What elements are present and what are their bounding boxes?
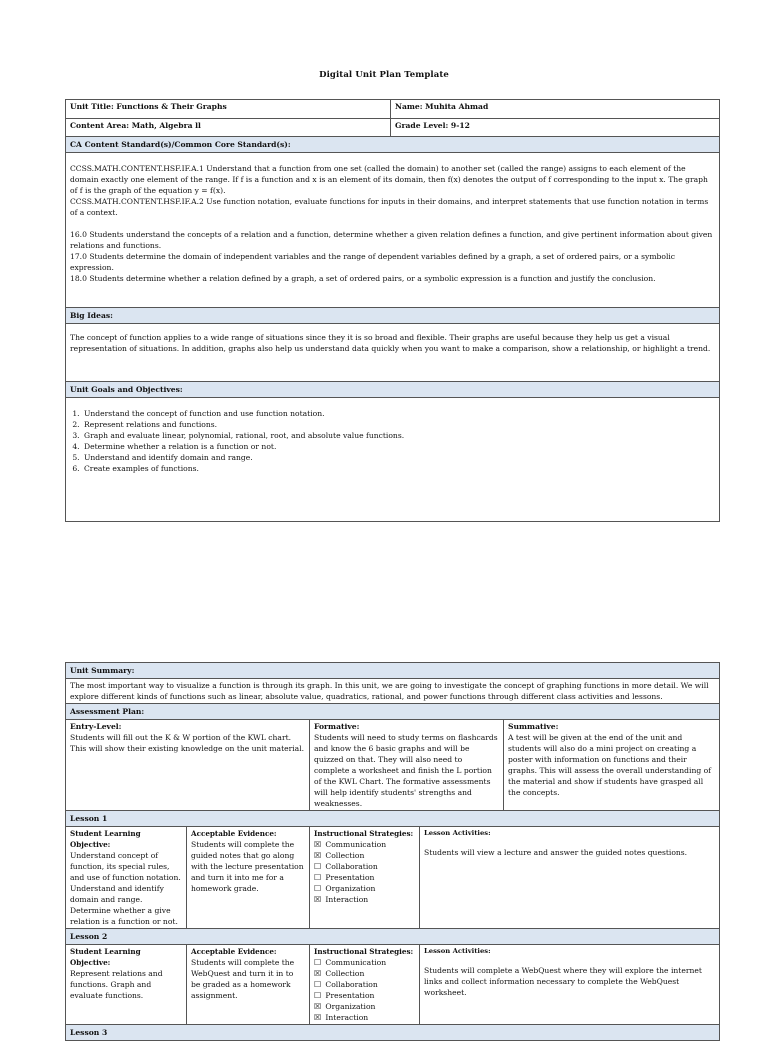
standards-body xyxy=(66,153,720,308)
strategy-label: Organization xyxy=(323,1002,376,1011)
grade-level-cell: Grade Level: 9-12 xyxy=(391,119,720,137)
strategy-option[interactable] xyxy=(314,883,415,894)
standard-17: 17.0 Students determine the domain of independent variables and the range of dependent variables defined by a graph, a set of ordered pairs, or a symbolic expression. xyxy=(70,252,676,272)
strategy-option[interactable] xyxy=(314,968,415,979)
standard-16: 16.0 Students understand the concepts of a relation and a function, determine whether a given relation defines a function, and give pertinent information about given relations and functions. xyxy=(70,230,713,250)
lesson2-activities-text: Students will complete a WebQuest where they will explore the internet links and collect information necessary to complete the WebQuest worksheet. xyxy=(424,966,702,997)
unit-title-cell: Unit Title: Functions & Their Graphs xyxy=(66,100,391,119)
strategy-option[interactable] xyxy=(314,1012,415,1023)
unchecked-box-icon[interactable]: ☐ xyxy=(314,884,322,893)
lesson1-evidence-cell xyxy=(187,827,310,929)
lesson2-activities-cell xyxy=(420,945,720,1025)
lesson1-header: Lesson 1 xyxy=(66,811,720,827)
lesson1-strategies-list xyxy=(314,839,415,905)
strategy-label: Organization xyxy=(323,884,376,893)
lesson2-header: Lesson 2 xyxy=(66,929,720,945)
summative-text: A test will be given at the end of the unit and students will also do a mini project on creating a poster with information on functions and their graphs. This will assess the overall understanding of the material and show if students have grasped all the concepts. xyxy=(508,733,712,797)
checked-box-icon[interactable]: ☒ xyxy=(314,895,322,904)
lesson3-header: Lesson 3 xyxy=(66,1025,720,1041)
formative-label: Formative: xyxy=(314,722,360,731)
strategy-label: Collaboration xyxy=(323,980,378,989)
summary-text: The most important way to visualize a function is through its graph. In this unit, we are going to investigate the concept of graphing functions in more detail. We will explore different kinds of functions such as linear, absolute value, quadratics, rational, and power functions through different class activities and lessons. xyxy=(70,681,709,701)
strategy-option[interactable] xyxy=(314,957,415,968)
strategy-option[interactable] xyxy=(314,872,415,883)
standard-f-if-a1: CCSS.MATH.CONTENT.HSF.IF.A.1 Understand that a function from one set (called the domain) to another set (called the range) assigns to each element of the domain exactly one element of the range. If f is a function and x is an element of its domain, then f(x) denotes the output of f corresponding to the input x. The graph of f is the graph of the equation y = f(x). xyxy=(70,164,708,195)
lesson2-slo-cell xyxy=(66,945,187,1025)
lesson1-slo-cell xyxy=(66,827,187,929)
lesson1-activities-text: Students will view a lecture and answer the guided notes questions. xyxy=(424,848,688,857)
entry-level-cell xyxy=(66,720,310,811)
lesson1-evidence-text: Students will complete the guided notes that go along with the lecture presentation and turn it into me for a homework grade. xyxy=(191,840,304,893)
summary-header: Unit Summary: xyxy=(66,663,720,679)
goal-item: 3. Graph and evaluate linear, polynomial, rational, root, and absolute value functions. xyxy=(82,430,715,441)
checked-box-icon[interactable]: ☒ xyxy=(314,1002,322,1011)
lesson2-strategies-list xyxy=(314,957,415,1023)
strategy-label: Interaction xyxy=(323,895,369,904)
checked-box-icon[interactable]: ☒ xyxy=(314,840,322,849)
strategy-label: Presentation xyxy=(323,873,375,882)
checked-box-icon[interactable]: ☒ xyxy=(314,851,322,860)
lesson2-strategies-cell xyxy=(310,945,420,1025)
lesson1-strategies-label: Instructional Strategies: xyxy=(314,829,414,838)
goals-body xyxy=(66,398,720,522)
lesson2-slo-label: Student Learning Objective: xyxy=(70,947,141,967)
lesson1-evidence-label: Acceptable Evidence: xyxy=(191,829,277,838)
unchecked-box-icon[interactable]: ☐ xyxy=(314,862,322,871)
checked-box-icon[interactable]: ☒ xyxy=(314,969,322,978)
strategy-option[interactable] xyxy=(314,979,415,990)
lesson2-evidence-cell xyxy=(187,945,310,1025)
strategy-label: Collection xyxy=(323,969,365,978)
goal-item: 6. Create examples of functions. xyxy=(82,463,715,474)
unit-plan-table-bottom xyxy=(65,662,720,1041)
document-title: Digital Unit Plan Template xyxy=(319,70,449,80)
goal-item: 5. Understand and identify domain and range. xyxy=(82,452,715,463)
lesson2-evidence-text: Students will complete the WebQuest and turn it in to be graded as a homework assignment. xyxy=(191,958,295,1000)
unchecked-box-icon[interactable]: ☐ xyxy=(314,980,322,989)
lesson1-strategies-cell xyxy=(310,827,420,929)
strategy-option[interactable] xyxy=(314,861,415,872)
summary-body xyxy=(66,679,720,704)
strategy-label: Presentation xyxy=(323,991,375,1000)
strategy-label: Interaction xyxy=(323,1013,369,1022)
strategy-label: Collection xyxy=(323,851,365,860)
strategy-option[interactable] xyxy=(314,894,415,905)
goals-header: Unit Goals and Objectives: xyxy=(66,382,720,398)
strategy-label: Communication xyxy=(323,958,387,967)
lesson1-slo-text: Understand concept of function, its special rules, and use of function notation. Understand and identify domain and range. Determine whether a give relation is a function or not. xyxy=(70,851,181,926)
content-area-cell: Content Area: Math, Algebra ll xyxy=(66,119,391,137)
strategy-option[interactable] xyxy=(314,990,415,1001)
checked-box-icon[interactable]: ☒ xyxy=(314,1013,322,1022)
standard-18: 18.0 Students determine whether a relation defined by a graph, a set of ordered pairs, or a symbolic expression is a function and justify the conclusion. xyxy=(70,274,656,283)
assessment-header: Assessment Plan: xyxy=(66,704,720,720)
strategy-option[interactable] xyxy=(314,1001,415,1012)
summative-cell xyxy=(504,720,720,811)
strategy-option[interactable] xyxy=(314,850,415,861)
lesson2-activities-label: Lesson Activities: xyxy=(424,947,491,955)
unit-plan-table-top xyxy=(65,99,720,522)
lesson1-slo-label: Student Learning Objective: xyxy=(70,829,141,849)
entry-level-label: Entry-Level: xyxy=(70,722,122,731)
name-cell: Name: Muhita Ahmad xyxy=(391,100,720,119)
summative-label: Summative: xyxy=(508,722,559,731)
strategy-option[interactable] xyxy=(314,839,415,850)
formative-text: Students will need to study terms on flashcards and know the 6 basic graphs and will be quizzed on that. They will also need to complete a worksheet and finish the L portion of the KWL Chart. The formative assessments will help identify students' strengths and weaknesses. xyxy=(314,733,498,808)
formative-cell xyxy=(310,720,504,811)
lesson2-slo-text: Represent relations and functions. Graph and evaluate functions. xyxy=(70,969,163,1000)
entry-level-text: Students will fill out the K & W portion of the KWL chart. This will show their existing knowledge on the unit material. xyxy=(70,733,305,753)
goal-item: 1. Understand the concept of function and use function notation. xyxy=(82,408,715,419)
lesson1-activities-label: Lesson Activities: xyxy=(424,829,491,837)
big-ideas-header: Big Ideas: xyxy=(66,308,720,324)
lesson1-activities-cell xyxy=(420,827,720,929)
strategy-label: Communication xyxy=(323,840,387,849)
goals-list xyxy=(70,408,715,474)
strategy-label: Collaboration xyxy=(323,862,378,871)
big-ideas-body xyxy=(66,324,720,382)
unchecked-box-icon[interactable]: ☐ xyxy=(314,991,322,1000)
big-ideas-text: The concept of function applies to a wide range of situations since they it is so broad and flexible. Their graphs are useful because they help us get a visual representation of situations. In addition, graphs also help us understand data quickly when you want to make a comparison, show a relationship, or highlight a trend. xyxy=(70,333,711,353)
standard-f-if-a2: CCSS.MATH.CONTENT.HSF.IF.A.2 Use function notation, evaluate functions for inputs in their domains, and interpret statements that use function notation in terms of a context. xyxy=(70,197,709,217)
lesson2-strategies-label: Instructional Strategies: xyxy=(314,947,414,956)
goal-item: 4. Determine whether a relation is a function or not. xyxy=(82,441,715,452)
unchecked-box-icon[interactable]: ☐ xyxy=(314,958,322,967)
standards-header: CA Content Standard(s)/Common Core Standard(s): xyxy=(66,137,720,153)
unchecked-box-icon[interactable]: ☐ xyxy=(314,873,322,882)
lesson2-evidence-label: Acceptable Evidence: xyxy=(191,947,277,956)
goal-item: 2. Represent relations and functions. xyxy=(82,419,715,430)
